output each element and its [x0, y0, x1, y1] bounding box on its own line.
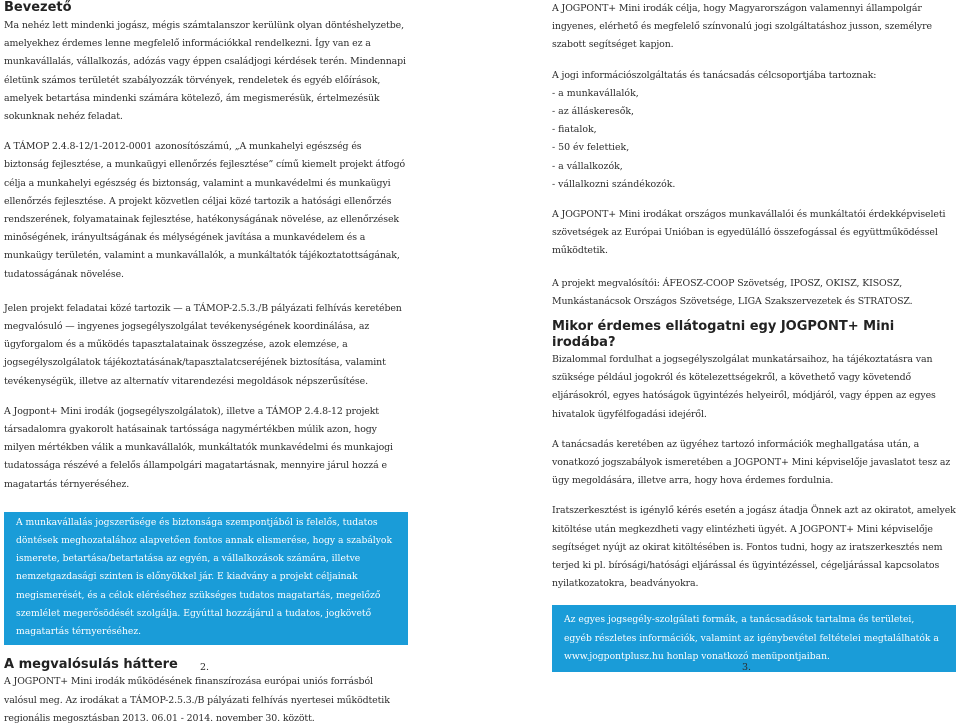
list-item: - a vállalkozók, [552, 160, 623, 172]
intro-paragraph: Ma nehéz lett mindenki jogász, mégis számtalanszor kerülünk olyan döntéshelyzetbe, amelyekhez érdemes lenne megfelelő információkkal rendelkezni. Így van ez a munkavállalás, vállalkozás, adózás vagy éppen családjogi kérdések terén. Mindennapi életünk számos területét szabályozzák törvények, rendeletek és egyéb előírások, amelyek betartása mindenki számára kötelező, ám megismerésük, értelmezésük sokunknak nehéz feladat. [4, 20, 406, 123]
list-item: - 50 év felettiek, [552, 142, 630, 154]
project-paragraph: A TÁMOP 2.4.8-12/1-2012-0001 azonosítószámú, „A munkahelyi egészség és biztonság fejlesztése, a munkaügyi ellenőrzés fejlesztése” című kiemelt projekt átfogó célja a munkahelyi egészség és biztonság, valamint a munkavédelmi és munkaügyi ellenőrzés fejlesztése. A projekt közvetlen céljai közé tartozik a hatósági ellenőrzés rendszerének, folyamatainak fejlesztése, hatékonyságának növelése, az ellenőrzések minőségének, irányultságának és mélységének javítása a munkavédelem és a munkaügy területén, valamint a munkavállalók, a munkáltatók tájékoztatottságának, tudatosságának növelése. [4, 141, 406, 280]
list-item: - vállalkozni szándékozók. [552, 178, 676, 190]
implementers-paragraph: A projekt megvalósítói: ÁFEOSZ-COOP Szövetség, IPOSZ, OKISZ, KISOSZ, Munkástanácsok Országos Szövetsége, LIGA Szakszervezetek és STRATOSZ. [552, 277, 913, 307]
tasks-paragraph: Jelen projekt feladatai közé tartozik — a TÁMOP-2.5.3./B pályázati felhívás keretében megvalósuló — ingyenes jogsegélyszolgálat tevékenységének koordinálása, az ügyforgalom és a működés tapasztalatainak összegzése, azok elemzése, a jogsegélyszolgálatok tájékoztatásának/tapasztalatcseréjének biztosítása, valamint tevékenységük, illetve az alternatív vitarendezési megoldások népszerűsítése. [4, 302, 402, 387]
advice-paragraph: A tanácsadás keretében az ügyéhez tartozó információk meghallgatása után, a vonatkozó jogszabályok ismeretében a JOGPONT+ Mini képviselője javaslatot tesz az ügy megoldására, illetve arra, hogy hova érdemes fordulnia. [552, 438, 951, 487]
page-number-right: 3. [742, 662, 752, 673]
operators-paragraph: A JOGPONT+ Mini irodákat országos munkavállalói és munkáltatói érdekképviseleti szövetségek az Európai Unióban is egyedülálló összefogással és együttműködéssel működtetik. [552, 209, 946, 257]
when-paragraph: Bizalommal fordulhat a jogsegélyszolgálat munkatársaihoz, ha tájékoztatásra van szüksége például jogokról és kötelezettségekről, a követhető vagy követendő eljárásokról, egyes hatóságok ügyintézés helyeiről, módjáról, vagy éppen az egyes hivatalok ügyfélfogadási idejéről. [552, 354, 936, 420]
goal-paragraph: A JOGPONT+ Mini irodák célja, hogy Magyarországon valamennyi állampolgár ingyenes, elérhető és megfelelő színvonalú jogi szolgáltatáshoz jusson, személyre szabott segítséget kapjon. [552, 3, 932, 51]
documents-paragraph: Iratszerkesztést is igénylő kérés esetén a jogász átadja Önnek azt az okiratot, amelyek kitöltése után megkezdheti vagy elintézheti ügyét. A JOGPONT+ Mini képviselője segítséget nyújt az okirat kitöltésében is. Fontos tudni, hogy az iratszerkesztés nem terjed ki pl. bírósági/hatósági eljárással és ügyintézéssel, cégeljárással kapcsolatos nyilatkozatokra, beadványokra. [552, 505, 956, 590]
right-column [552, 0, 956, 672]
page-number-left: 2. [200, 662, 210, 673]
intro-title: Bevezető [4, 0, 72, 15]
left-column [4, 0, 408, 728]
when-title: Mikor érdemes ellátogatni egy JOGPONT+ Mini irodába? [552, 319, 895, 351]
list-item: - a munkavállalók, [552, 87, 639, 99]
background-title: A megvalósulás háttere [4, 657, 178, 673]
list-item: - fiatalok, [552, 124, 597, 136]
target-intro: A jogi információszolgáltatás és tanácsadás célcsoportjába tartoznak: [552, 69, 877, 81]
highlight-box: A munkavállalás jogszerűsége és biztonsága szempontjából is felelős, tudatos döntések meghozatalához alapvetően fontos annak elismerése, hogy a szabályok ismerete, betartása/betartatása az egyén, a vállalkozások számára, illetve nemzetgazdasági szinten is előnyökkel jár. E kiadvány a projekt céljainak megismerését, és a célok eléréséhez szükséges tudatos magatartás, megelőző szemlélet megerősödését szolgálja. Egyúttal hozzájárul a tudatos, jogkövető magatartás térnyeréséhez. [4, 512, 408, 645]
background-paragraph: A JOGPONT+ Mini irodák működésének finanszírozása európai uniós forrásból valósul meg. Az irodákat a TÁMOP-2.5.3./B pályázati felhívás nyertesei működtetik regionális megosztásban 2013. 06.01 - 2014. november 30. között. [4, 676, 390, 724]
list-item: - az álláskeresők, [552, 106, 635, 118]
impact-paragraph: A Jogpont+ Mini irodák (jogsegélyszolgálatok), illetve a TÁMOP 2.4.8-12 projekt társadalomra gyakorolt hatásainak tartóssága nagymértékben múlik azon, hogy milyen mértékben válik a munkavállalók, munkáltatók munkavédelmi és munkajogi tudatossága részévé a felelős állampolgári magatartásnak, mennyire járul hozzá e magatartás térnyeréséhez. [4, 405, 393, 490]
info-box: Az egyes jogsegély-szolgálati formák, a tanácsadások tartalma és területei, egyéb részletes információk, valamint az igénybevétel feltételei megtalálhatók a www.jogpontplusz.hu honlap vonatkozó menüpontjaiban. [552, 605, 956, 672]
target-list [552, 85, 956, 194]
